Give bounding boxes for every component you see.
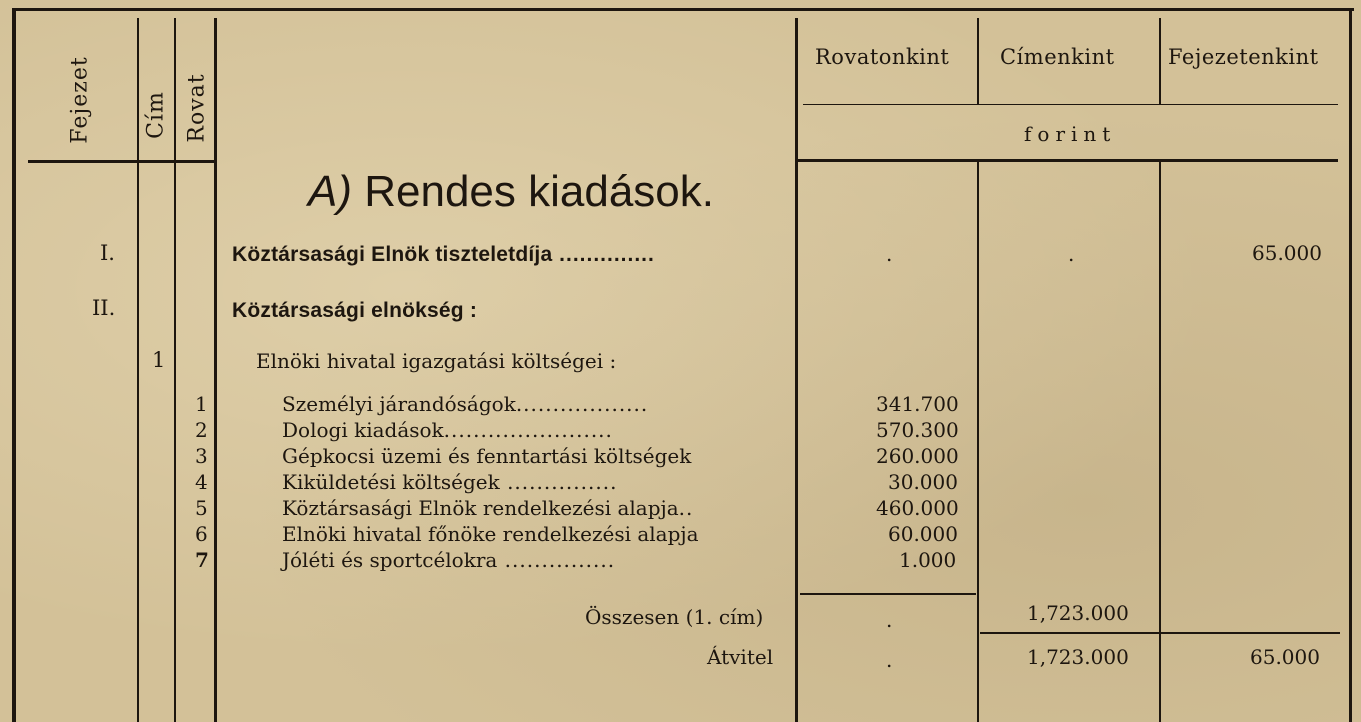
top-border <box>12 8 1354 11</box>
sep-fejezet-cim <box>137 18 139 722</box>
header-rule-right <box>796 159 1338 162</box>
atvitel-rovatonkint: . <box>886 648 893 672</box>
item-4-value: 30.000 <box>888 470 958 494</box>
item-5-value: 460.000 <box>876 496 959 520</box>
item-7-rovat: 7 <box>195 548 209 572</box>
atvitel-label: Átvitel <box>707 645 774 669</box>
header-cim: Cím <box>143 91 169 139</box>
sep-cimenkint-fejezetenkint-body <box>1159 162 1161 722</box>
item-7-value: 1.000 <box>899 548 957 572</box>
chapter-2-numeral: II. <box>92 296 116 320</box>
chapter-1-label-text: Köztársasági Elnök tiszteletdíja <box>232 243 553 266</box>
header-rovatonkint: Rovatonkint <box>815 45 950 69</box>
header-rovat: Rovat <box>184 73 210 143</box>
chapter-1-rovatonkint: . <box>886 242 893 266</box>
chapter-1-numeral: I. <box>100 241 115 265</box>
item-7-label: Jóléti és sportcélokra ............... <box>282 548 616 572</box>
sep-rovatonkint-cimenkint <box>977 18 979 104</box>
item-1-rovat: 1 <box>195 392 208 416</box>
item-3-rovat: 3 <box>195 444 208 468</box>
section-title-letter: A) <box>308 167 352 216</box>
header-fejezetenkint: Fejezetenkint <box>1168 45 1319 69</box>
header-fejezet: Fejezet <box>67 56 93 144</box>
right-border <box>1349 8 1352 722</box>
item-6-label: Elnöki hivatal főnöke rendelkezési alapja <box>282 522 699 546</box>
item-2-label: Dologi kiadások....................... <box>282 418 613 442</box>
osszesen-rovatonkint: . <box>886 608 893 632</box>
chapter-1-cimenkint: . <box>1068 242 1075 266</box>
sep-rovatonkint-cimenkint-body <box>977 162 979 722</box>
header-cimenkint: Címenkint <box>1000 45 1115 69</box>
sep-cim-rovat <box>174 18 176 722</box>
osszesen-cimenkint: 1,723.000 <box>1027 601 1129 625</box>
item-2-value: 570.300 <box>876 418 959 442</box>
atvitel-cimenkint: 1,723.000 <box>1027 645 1129 669</box>
item-5-label: Köztársasági Elnök rendelkezési alapja.. <box>282 496 694 520</box>
sep-cimenkint-fejezetenkint <box>1159 18 1161 104</box>
sep-text-rovatonkint <box>795 18 798 722</box>
sep-rovat-text <box>214 18 217 722</box>
header-rule-left <box>28 160 216 163</box>
left-border <box>12 8 16 722</box>
header-unit: forint <box>1024 122 1117 146</box>
section-title <box>308 167 714 216</box>
chapter-1-label <box>232 244 655 265</box>
title-1-label: Elnöki hivatal igazgatási költségei : <box>256 349 617 373</box>
unit-rule <box>803 104 1338 105</box>
item-1-label: Személyi járandóságok.................. <box>282 392 649 416</box>
chapter-1-fejezetenkint: 65.000 <box>1252 241 1322 265</box>
total-rule <box>980 632 1340 634</box>
item-3-value: 260.000 <box>876 444 959 468</box>
subtotal-rule <box>800 593 976 595</box>
leader-dots: .............. <box>552 243 655 266</box>
chapter-2-label: Köztársasági elnökség : <box>232 299 478 322</box>
atvitel-fejezetenkint: 65.000 <box>1250 645 1320 669</box>
item-6-value: 60.000 <box>888 522 958 546</box>
item-2-rovat: 2 <box>195 418 208 442</box>
item-3-label: Gépkocsi üzemi és fenntartási költségek <box>282 444 692 468</box>
title-1-number: 1 <box>152 348 166 372</box>
item-1-value: 341.700 <box>876 392 959 416</box>
item-5-rovat: 5 <box>195 496 208 520</box>
osszesen-label: Összesen (1. cím) <box>585 605 764 629</box>
item-4-rovat: 4 <box>195 470 208 494</box>
section-title-text: Rendes kiadások. <box>364 167 714 216</box>
item-4-label: Kiküldetési költségek ............... <box>282 470 618 494</box>
item-6-rovat: 6 <box>195 522 208 546</box>
